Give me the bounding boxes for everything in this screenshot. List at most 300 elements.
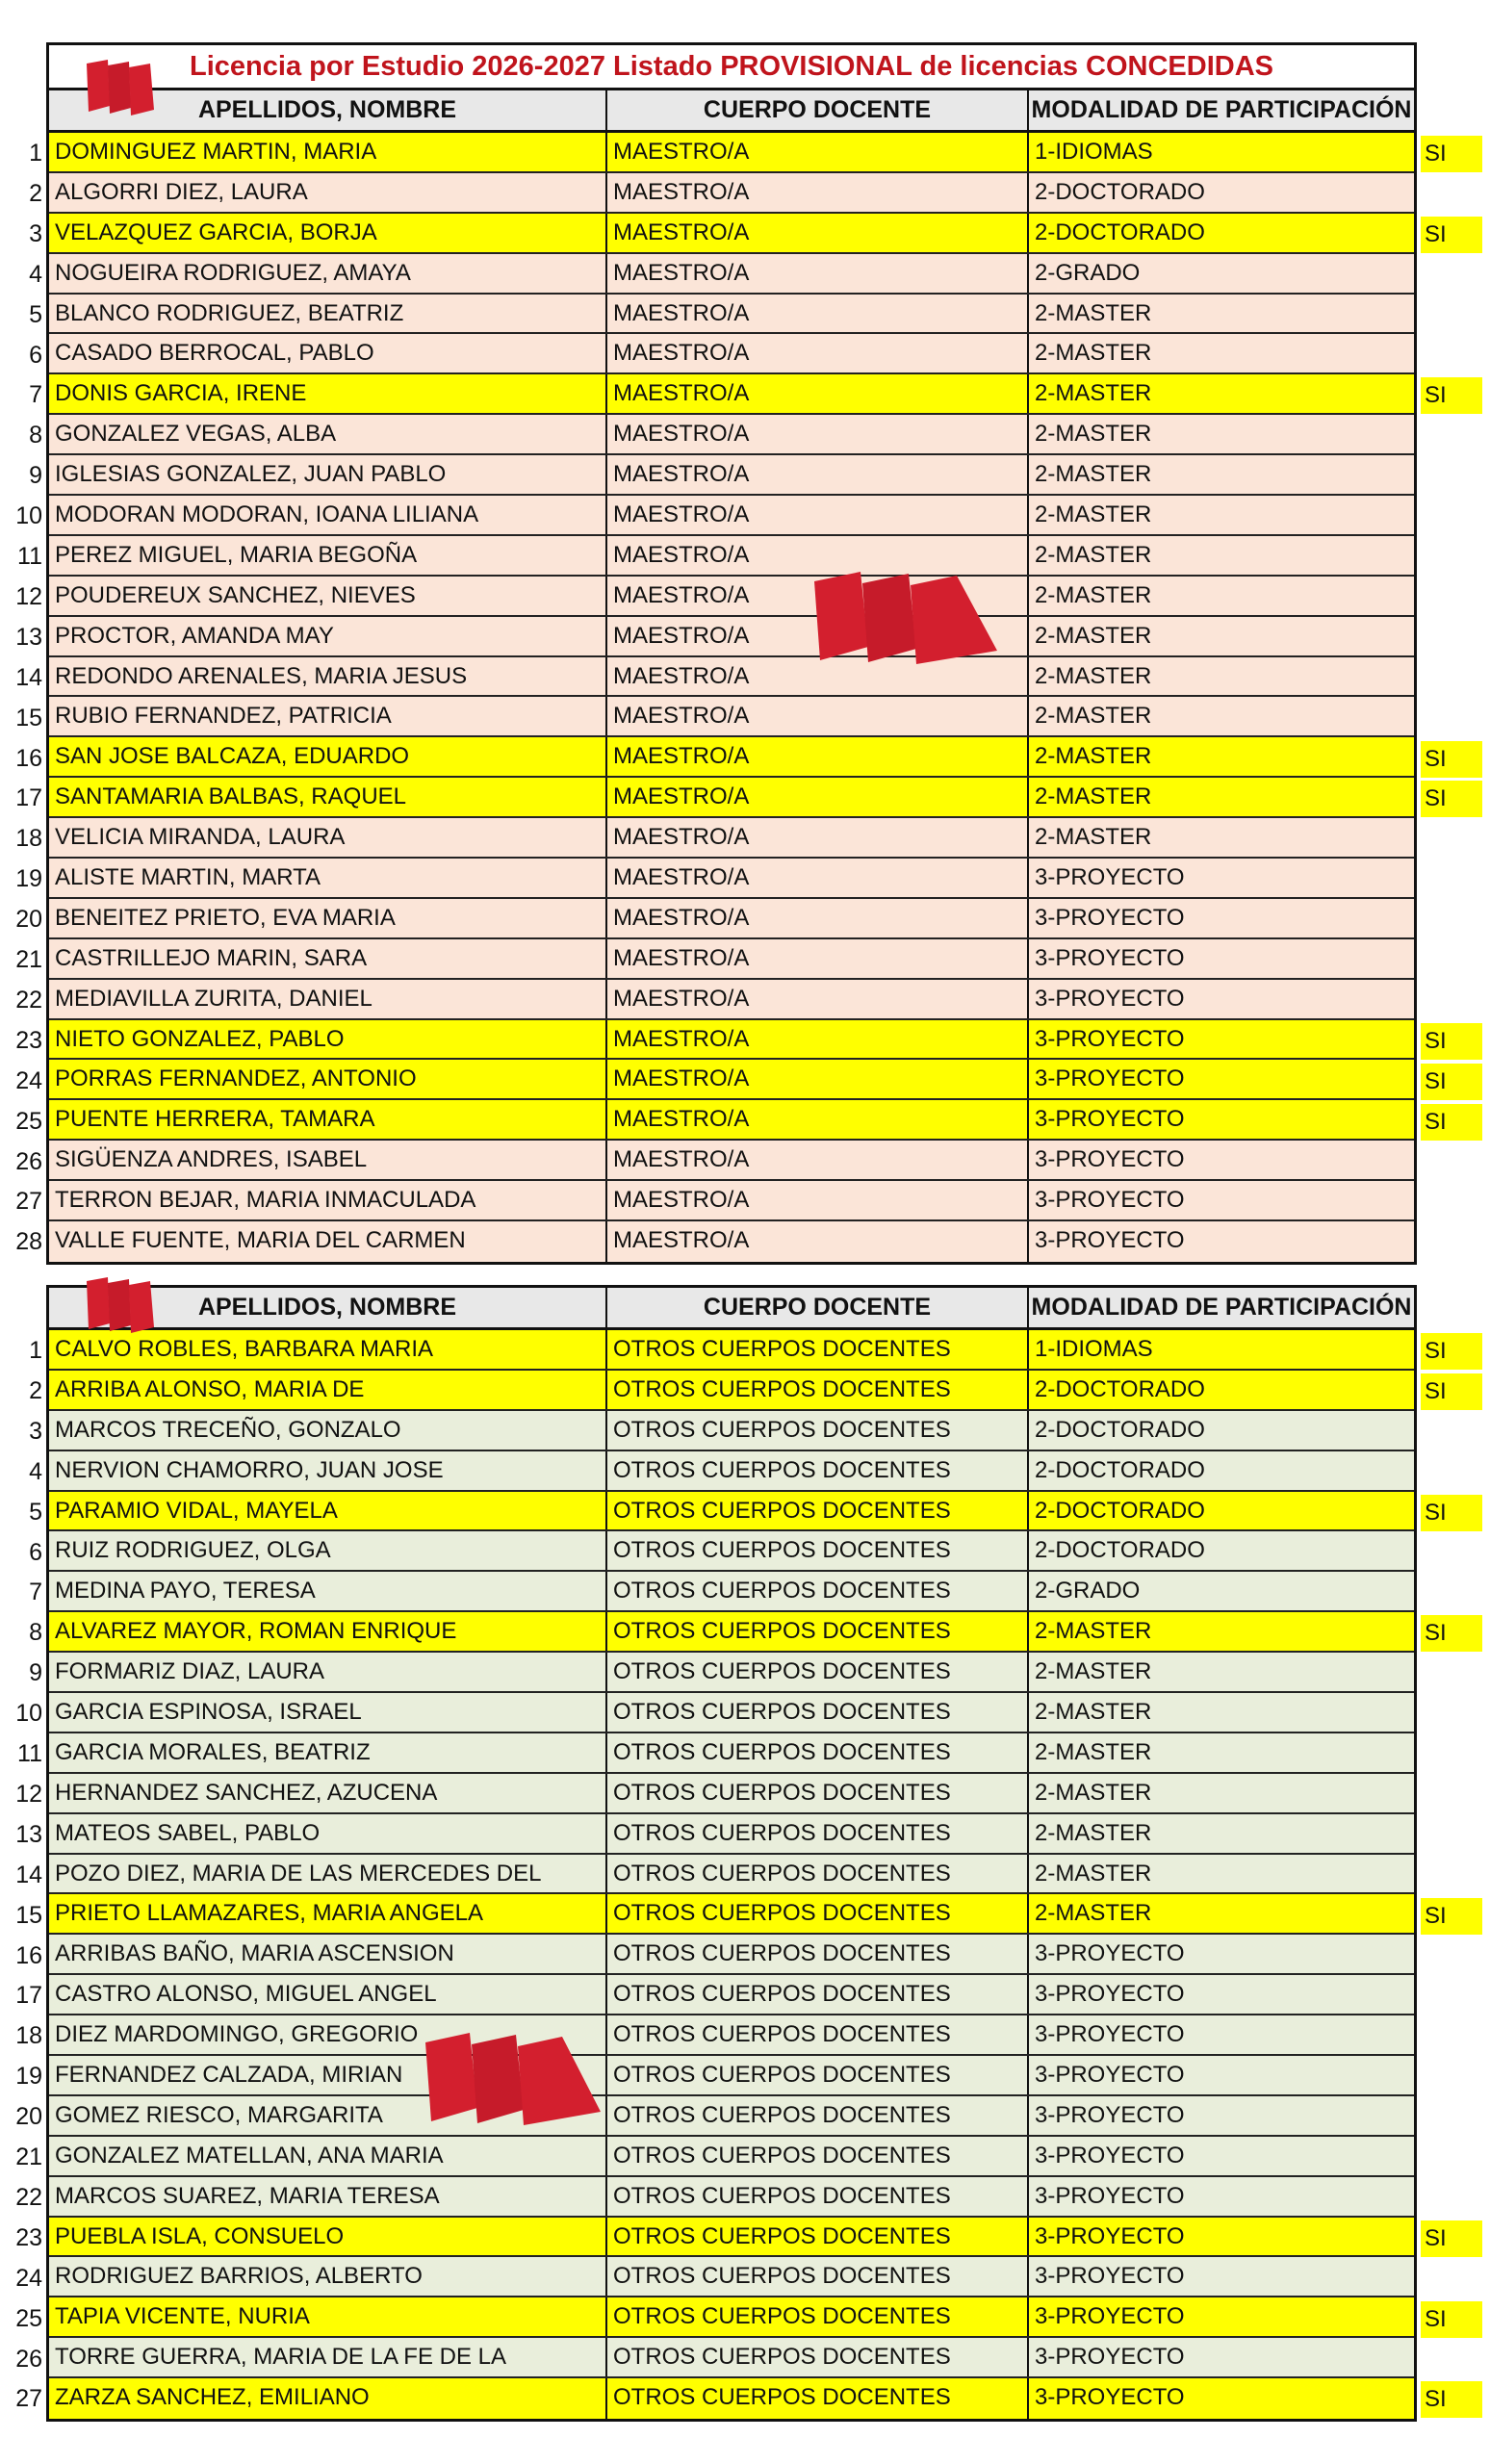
- modality-cell: 3-PROYECTO: [1035, 2384, 1185, 2411]
- body-cell: MAESTRO/A: [607, 133, 1029, 171]
- row-number: 8: [29, 422, 42, 449]
- row-number: 9: [29, 1659, 42, 1687]
- table-row: [49, 2015, 1414, 2056]
- si-mark: SI: [1421, 1023, 1482, 1060]
- modality-cell: 2-MASTER: [1035, 299, 1152, 326]
- row-number: 28: [15, 1228, 42, 1256]
- body-cell: OTROS CUERPOS DOCENTES: [607, 1894, 1029, 1933]
- name-cell: PROCTOR, AMANDA MAY: [49, 617, 607, 655]
- name-cell: NOGUEIRA RODRIGUEZ, AMAYA: [49, 254, 607, 293]
- table-row: [49, 980, 1414, 1020]
- flags-logo-icon: [812, 570, 1005, 668]
- modality-cell: 2-MASTER: [1035, 421, 1152, 448]
- table-row: [49, 1411, 1414, 1451]
- row-number: 8: [29, 1619, 42, 1647]
- modality-cell: 3-PROYECTO: [1035, 904, 1185, 931]
- table-row: [49, 1612, 1414, 1653]
- si-mark: SI: [1421, 217, 1482, 253]
- table-row: [49, 1451, 1414, 1492]
- modality-cell: 2-MASTER: [1035, 1738, 1152, 1765]
- row-number: 22: [15, 986, 42, 1014]
- body-cell: OTROS CUERPOS DOCENTES: [607, 1693, 1029, 1732]
- table-row: [49, 859, 1414, 899]
- body-cell: MAESTRO/A: [607, 254, 1029, 293]
- row-number: 1: [29, 1337, 42, 1364]
- modality-cell: 3-PROYECTO: [1035, 2303, 1185, 2330]
- row-number: 26: [15, 1147, 42, 1175]
- row-number: 23: [15, 1026, 42, 1054]
- row-number: 3: [29, 219, 42, 247]
- name-cell: RUBIO FERNANDEZ, PATRICIA: [49, 697, 607, 735]
- header-modality: MODALIDAD DE PARTICIPACIÓN: [1031, 1294, 1412, 1321]
- name-cell: SAN JOSE BALCAZA, EDUARDO: [49, 737, 607, 776]
- body-cell: MAESTRO/A: [607, 859, 1029, 897]
- si-mark: SI: [1421, 136, 1482, 172]
- name-cell: IGLESIAS GONZALEZ, JUAN PABLO: [49, 455, 607, 494]
- row-number: 13: [15, 1820, 42, 1848]
- row-number: 17: [15, 1982, 42, 2010]
- modality-cell: 2-MASTER: [1035, 783, 1152, 810]
- modality-cell: 2-MASTER: [1035, 1900, 1152, 1927]
- row-number: 12: [15, 1780, 42, 1808]
- body-cell: OTROS CUERPOS DOCENTES: [607, 2137, 1029, 2175]
- body-cell: MAESTRO/A: [607, 536, 1029, 575]
- modality-cell: 2-DOCTORADO: [1035, 218, 1205, 245]
- modality-cell: 3-PROYECTO: [1035, 1981, 1185, 2008]
- modality-cell: 2-MASTER: [1035, 1860, 1152, 1886]
- body-cell: MAESTRO/A: [607, 818, 1029, 857]
- name-cell: MATEOS SABEL, PABLO: [49, 1814, 607, 1853]
- body-cell: OTROS CUERPOS DOCENTES: [607, 2218, 1029, 2256]
- name-cell: CASADO BERROCAL, PABLO: [49, 334, 607, 372]
- body-cell: MAESTRO/A: [607, 1181, 1029, 1219]
- name-cell: REDONDO ARENALES, MARIA JESUS: [49, 657, 607, 696]
- body-cell: OTROS CUERPOS DOCENTES: [607, 1371, 1029, 1409]
- name-cell: SANTAMARIA BALBAS, RAQUEL: [49, 778, 607, 816]
- body-cell: MAESTRO/A: [607, 617, 1029, 655]
- otros-rows: [49, 1330, 1414, 2419]
- otros-table: [46, 1285, 1417, 2422]
- modality-cell: 2-DOCTORADO: [1035, 1456, 1205, 1483]
- name-cell: ALISTE MARTIN, MARTA: [49, 859, 607, 897]
- name-cell: DOMINGUEZ MARTIN, MARIA: [49, 133, 607, 171]
- row-number: 4: [29, 1457, 42, 1485]
- table-row: [49, 1935, 1414, 1975]
- table-row: [49, 2297, 1414, 2338]
- table-row: [49, 2257, 1414, 2297]
- body-cell: MAESTRO/A: [607, 939, 1029, 978]
- name-cell: POZO DIEZ, MARIA DE LAS MERCEDES DEL: [49, 1855, 607, 1893]
- table-row: [49, 1100, 1414, 1141]
- name-cell: ARRIBAS BAÑO, MARIA ASCENSION: [49, 1935, 607, 1973]
- row-number: 11: [17, 543, 42, 570]
- table-row: [49, 496, 1414, 536]
- modality-cell: 2-MASTER: [1035, 1819, 1152, 1846]
- body-cell: MAESTRO/A: [607, 455, 1029, 494]
- body-cell: OTROS CUERPOS DOCENTES: [607, 1612, 1029, 1651]
- body-cell: MAESTRO/A: [607, 657, 1029, 696]
- modality-cell: 3-PROYECTO: [1035, 2062, 1185, 2089]
- modality-cell: 2-MASTER: [1035, 1618, 1152, 1645]
- body-cell: OTROS CUERPOS DOCENTES: [607, 2096, 1029, 2135]
- table-row: [49, 657, 1414, 698]
- table-row: [49, 1330, 1414, 1371]
- body-cell: OTROS CUERPOS DOCENTES: [607, 2297, 1029, 2336]
- name-cell: MARCOS SUAREZ, MARIA TERESA: [49, 2177, 607, 2216]
- table-row: [49, 1020, 1414, 1061]
- modality-cell: 2-MASTER: [1035, 581, 1152, 608]
- body-cell: MAESTRO/A: [607, 214, 1029, 252]
- name-cell: MEDIAVILLA ZURITA, DANIEL: [49, 980, 607, 1018]
- modality-cell: 3-PROYECTO: [1035, 2182, 1185, 2209]
- modality-cell: 3-PROYECTO: [1035, 2263, 1185, 2290]
- header-body: CUERPO DOCENTE: [607, 90, 1029, 130]
- table-row: [49, 1221, 1414, 1262]
- maestros-rows: [49, 133, 1414, 1262]
- si-mark: SI: [1421, 1495, 1482, 1531]
- row-number: 14: [15, 1861, 42, 1888]
- table-row: [49, 2218, 1414, 2258]
- row-number: 22: [15, 2183, 42, 2211]
- modality-cell: 2-DOCTORADO: [1035, 1537, 1205, 1564]
- header-name: APELLIDOS, NOMBRE: [49, 90, 607, 130]
- row-number: 18: [15, 825, 42, 853]
- name-cell: PARAMIO VIDAL, MAYELA: [49, 1492, 607, 1530]
- modality-cell: 2-MASTER: [1035, 743, 1152, 770]
- modality-cell: 2-MASTER: [1035, 703, 1152, 730]
- modality-cell: 3-PROYECTO: [1035, 864, 1185, 891]
- row-number: 17: [15, 784, 42, 812]
- row-number: 13: [15, 623, 42, 651]
- table-row: [49, 818, 1414, 859]
- name-cell: RODRIGUEZ BARRIOS, ALBERTO: [49, 2257, 607, 2296]
- body-cell: MAESTRO/A: [607, 496, 1029, 534]
- table-row: [49, 1814, 1414, 1855]
- row-number: 27: [15, 2385, 42, 2413]
- body-cell: OTROS CUERPOS DOCENTES: [607, 1531, 1029, 1570]
- table-row: [49, 1492, 1414, 1532]
- name-cell: RUIZ RODRIGUEZ, OLGA: [49, 1531, 607, 1570]
- table-row: [49, 536, 1414, 577]
- modality-cell: 2-DOCTORADO: [1035, 1416, 1205, 1443]
- body-cell: OTROS CUERPOS DOCENTES: [607, 1411, 1029, 1450]
- modality-cell: 3-PROYECTO: [1035, 1187, 1185, 1214]
- modality-cell: 2-DOCTORADO: [1035, 1497, 1205, 1524]
- si-mark: SI: [1421, 2220, 1482, 2257]
- name-cell: MODORAN MODORAN, IOANA LILIANA: [49, 496, 607, 534]
- si-mark: SI: [1421, 741, 1482, 778]
- body-cell: OTROS CUERPOS DOCENTES: [607, 1492, 1029, 1530]
- body-cell: MAESTRO/A: [607, 1060, 1029, 1098]
- name-cell: NIETO GONZALEZ, PABLO: [49, 1020, 607, 1059]
- body-cell: MAESTRO/A: [607, 737, 1029, 776]
- name-cell: BLANCO RODRIGUEZ, BEATRIZ: [49, 295, 607, 333]
- modality-cell: 2-MASTER: [1035, 1779, 1152, 1806]
- modality-cell: 3-PROYECTO: [1035, 1106, 1185, 1133]
- name-cell: GONZALEZ MATELLAN, ANA MARIA: [49, 2137, 607, 2175]
- modality-cell: 2-MASTER: [1035, 622, 1152, 649]
- si-mark: SI: [1421, 1898, 1482, 1935]
- body-cell: MAESTRO/A: [607, 1020, 1029, 1059]
- table-row: [49, 173, 1414, 214]
- modality-cell: 3-PROYECTO: [1035, 1227, 1185, 1254]
- table-row: [49, 2137, 1414, 2177]
- modality-cell: 2-DOCTORADO: [1035, 1375, 1205, 1402]
- name-cell: POUDEREUX SANCHEZ, NIEVES: [49, 577, 607, 615]
- body-cell: OTROS CUERPOS DOCENTES: [607, 1451, 1029, 1490]
- modality-cell: 3-PROYECTO: [1035, 2344, 1185, 2371]
- table-row: [49, 617, 1414, 657]
- name-cell: GONZALEZ VEGAS, ALBA: [49, 415, 607, 453]
- modality-cell: 1-IDIOMAS: [1035, 139, 1153, 165]
- si-mark: SI: [1421, 1064, 1482, 1100]
- flags-logo-icon: [85, 58, 156, 117]
- table-row: [49, 1693, 1414, 1733]
- row-number: 7: [29, 381, 42, 409]
- row-number: 11: [17, 1740, 42, 1767]
- row-number: 2: [29, 1376, 42, 1404]
- name-cell: VALLE FUENTE, MARIA DEL CARMEN: [49, 1221, 607, 1262]
- name-cell: BENEITEZ PRIETO, EVA MARIA: [49, 899, 607, 937]
- table-row: [49, 133, 1414, 173]
- modality-cell: 2-MASTER: [1035, 662, 1152, 689]
- row-number: 12: [15, 582, 42, 610]
- name-cell: GARCIA MORALES, BEATRIZ: [49, 1733, 607, 1772]
- row-number: 18: [15, 2022, 42, 2050]
- table-row: [49, 2378, 1414, 2419]
- table-row: [49, 737, 1414, 778]
- modality-cell: 2-MASTER: [1035, 541, 1152, 568]
- table-row: [49, 899, 1414, 939]
- name-cell: PUENTE HERRERA, TAMARA: [49, 1100, 607, 1139]
- table-row: [49, 295, 1414, 335]
- body-cell: OTROS CUERPOS DOCENTES: [607, 2015, 1029, 2054]
- body-cell: OTROS CUERPOS DOCENTES: [607, 1572, 1029, 1610]
- row-number: 6: [29, 341, 42, 369]
- page-title: Licencia por Estudio 2026-2027 Listado PROVISIONAL de licencias CONCEDIDAS: [46, 42, 1417, 90]
- table-row: [49, 1855, 1414, 1895]
- body-cell: MAESTRO/A: [607, 415, 1029, 453]
- modality-cell: 3-PROYECTO: [1035, 2101, 1185, 2128]
- name-cell: FORMARIZ DIAZ, LAURA: [49, 1653, 607, 1691]
- row-number: 20: [15, 2103, 42, 2131]
- body-cell: OTROS CUERPOS DOCENTES: [607, 1653, 1029, 1691]
- table-row: [49, 1894, 1414, 1935]
- body-cell: MAESTRO/A: [607, 173, 1029, 212]
- row-number: 24: [15, 2264, 42, 2292]
- name-cell: HERNANDEZ SANCHEZ, AZUCENA: [49, 1774, 607, 1812]
- si-mark: SI: [1421, 377, 1482, 414]
- table-row: [49, 1733, 1414, 1774]
- modality-cell: 2-MASTER: [1035, 461, 1152, 488]
- body-cell: OTROS CUERPOS DOCENTES: [607, 1935, 1029, 1973]
- modality-cell: 3-PROYECTO: [1035, 1065, 1185, 1092]
- name-cell: FERNANDEZ CALZADA, MIRIAN: [49, 2056, 607, 2094]
- name-cell: TERRON BEJAR, MARIA INMACULADA: [49, 1181, 607, 1219]
- row-number: 19: [15, 2063, 42, 2091]
- body-cell: MAESTRO/A: [607, 980, 1029, 1018]
- row-number: 5: [29, 300, 42, 328]
- body-cell: MAESTRO/A: [607, 1141, 1029, 1179]
- body-cell: OTROS CUERPOS DOCENTES: [607, 2056, 1029, 2094]
- row-number: 10: [15, 1700, 42, 1728]
- table-row: [49, 1653, 1414, 1693]
- modality-cell: 2-MASTER: [1035, 340, 1152, 367]
- name-cell: DONIS GARCIA, IRENE: [49, 374, 607, 413]
- name-cell: TAPIA VICENTE, NURIA: [49, 2297, 607, 2336]
- modality-cell: 2-GRADO: [1035, 259, 1141, 286]
- name-cell: PORRAS FERNANDEZ, ANTONIO: [49, 1060, 607, 1098]
- name-cell: PRIETO LLAMAZARES, MARIA ANGELA: [49, 1894, 607, 1933]
- si-mark: SI: [1421, 1373, 1482, 1410]
- row-number: 21: [15, 2143, 42, 2170]
- name-cell: ARRIBA ALONSO, MARIA DE: [49, 1371, 607, 1409]
- table-row: [49, 214, 1414, 254]
- table-row: [49, 577, 1414, 617]
- modality-cell: 3-PROYECTO: [1035, 1940, 1185, 1967]
- row-number: 20: [15, 906, 42, 934]
- row-number: 15: [15, 1901, 42, 1929]
- table-row: [49, 1141, 1414, 1181]
- row-number: 25: [15, 2304, 42, 2332]
- table-row: [49, 778, 1414, 818]
- row-number: 5: [29, 1498, 42, 1526]
- name-cell: VELAZQUEZ GARCIA, BORJA: [49, 214, 607, 252]
- modality-cell: 3-PROYECTO: [1035, 985, 1185, 1012]
- maestros-table: [46, 90, 1417, 1265]
- row-number: 1: [29, 140, 42, 167]
- body-cell: MAESTRO/A: [607, 334, 1029, 372]
- flags-logo-icon: [424, 2031, 606, 2129]
- body-cell: MAESTRO/A: [607, 374, 1029, 413]
- name-cell: SIGÜENZA ANDRES, ISABEL: [49, 1141, 607, 1179]
- body-cell: OTROS CUERPOS DOCENTES: [607, 2177, 1029, 2216]
- table-row: [49, 1774, 1414, 1814]
- body-cell: MAESTRO/A: [607, 577, 1029, 615]
- body-cell: OTROS CUERPOS DOCENTES: [607, 2378, 1029, 2419]
- modality-cell: 3-PROYECTO: [1035, 944, 1185, 971]
- name-cell: TORRE GUERRA, MARIA DE LA FE DE LA: [49, 2338, 607, 2376]
- table-row: [49, 455, 1414, 496]
- row-number: 3: [29, 1417, 42, 1445]
- table-row: [49, 1371, 1414, 1411]
- table-row: [49, 1975, 1414, 2015]
- modality-cell: 3-PROYECTO: [1035, 1025, 1185, 1052]
- si-mark: SI: [1421, 1104, 1482, 1141]
- si-mark: SI: [1421, 781, 1482, 817]
- table-row: [49, 697, 1414, 737]
- name-cell: MEDINA PAYO, TERESA: [49, 1572, 607, 1610]
- table-header: [49, 90, 1414, 133]
- body-cell: MAESTRO/A: [607, 1221, 1029, 1262]
- table-header: [49, 1288, 1414, 1330]
- row-number: 4: [29, 260, 42, 288]
- modality-cell: 3-PROYECTO: [1035, 2021, 1185, 2048]
- body-cell: MAESTRO/A: [607, 295, 1029, 333]
- modality-cell: 3-PROYECTO: [1035, 2142, 1185, 2169]
- name-cell: CASTRO ALONSO, MIGUEL ANGEL: [49, 1975, 607, 2014]
- row-number: 21: [15, 946, 42, 973]
- table-row: [49, 939, 1414, 980]
- table-row: [49, 2177, 1414, 2218]
- name-cell: PUEBLA ISLA, CONSUELO: [49, 2218, 607, 2256]
- modality-cell: 2-GRADO: [1035, 1578, 1141, 1604]
- body-cell: MAESTRO/A: [607, 778, 1029, 816]
- modality-cell: 3-PROYECTO: [1035, 2222, 1185, 2249]
- modality-cell: 2-DOCTORADO: [1035, 178, 1205, 205]
- row-number: 23: [15, 2223, 42, 2251]
- modality-cell: 2-MASTER: [1035, 380, 1152, 407]
- row-number: 15: [15, 704, 42, 732]
- si-mark: SI: [1421, 2381, 1482, 2418]
- name-cell: NERVION CHAMORRO, JUAN JOSE: [49, 1451, 607, 1490]
- name-cell: CALVO ROBLES, BARBARA MARIA: [49, 1330, 607, 1369]
- body-cell: MAESTRO/A: [607, 1100, 1029, 1139]
- row-number: 25: [15, 1107, 42, 1135]
- row-number: 7: [29, 1578, 42, 1606]
- modality-cell: 2-MASTER: [1035, 1699, 1152, 1726]
- header-body: CUERPO DOCENTE: [607, 1288, 1029, 1327]
- name-cell: ZARZA SANCHEZ, EMILIANO: [49, 2378, 607, 2419]
- modality-cell: 2-MASTER: [1035, 824, 1152, 851]
- modality-cell: 3-PROYECTO: [1035, 1146, 1185, 1173]
- name-cell: DIEZ MARDOMINGO, GREGORIO: [49, 2015, 607, 2054]
- name-cell: GOMEZ RIESCO, MARGARITA: [49, 2096, 607, 2135]
- row-number: 9: [29, 462, 42, 490]
- body-cell: OTROS CUERPOS DOCENTES: [607, 1814, 1029, 1853]
- modality-cell: 2-MASTER: [1035, 1658, 1152, 1685]
- body-cell: MAESTRO/A: [607, 697, 1029, 735]
- table-row: [49, 334, 1414, 374]
- table-row: [49, 254, 1414, 295]
- name-cell: PEREZ MIGUEL, MARIA BEGOÑA: [49, 536, 607, 575]
- name-cell: ALGORRI DIEZ, LAURA: [49, 173, 607, 212]
- row-number: 14: [15, 663, 42, 691]
- body-cell: OTROS CUERPOS DOCENTES: [607, 1330, 1029, 1369]
- row-number: 6: [29, 1538, 42, 1566]
- table-row: [49, 2338, 1414, 2378]
- table-row: [49, 1572, 1414, 1612]
- body-cell: OTROS CUERPOS DOCENTES: [607, 1733, 1029, 1772]
- body-cell: MAESTRO/A: [607, 899, 1029, 937]
- row-number: 24: [15, 1066, 42, 1094]
- flags-logo-icon: [85, 1275, 156, 1335]
- name-cell: ALVAREZ MAYOR, ROMAN ENRIQUE: [49, 1612, 607, 1651]
- table-row: [49, 2096, 1414, 2137]
- si-mark: SI: [1421, 1615, 1482, 1652]
- row-number: 2: [29, 179, 42, 207]
- modality-cell: 1-IDIOMAS: [1035, 1336, 1153, 1362]
- name-cell: MARCOS TRECEÑO, GONZALO: [49, 1411, 607, 1450]
- name-cell: VELICIA MIRANDA, LAURA: [49, 818, 607, 857]
- si-mark: SI: [1421, 2301, 1482, 2338]
- table-row: [49, 1531, 1414, 1572]
- body-cell: OTROS CUERPOS DOCENTES: [607, 1975, 1029, 2014]
- body-cell: OTROS CUERPOS DOCENTES: [607, 2257, 1029, 2296]
- body-cell: OTROS CUERPOS DOCENTES: [607, 1855, 1029, 1893]
- table-row: [49, 2056, 1414, 2096]
- row-number: 16: [15, 1941, 42, 1969]
- table-row: [49, 374, 1414, 415]
- body-cell: OTROS CUERPOS DOCENTES: [607, 1774, 1029, 1812]
- table-row: [49, 1060, 1414, 1100]
- row-number: 26: [15, 2345, 42, 2373]
- table-row: [49, 1181, 1414, 1221]
- header-modality: MODALIDAD DE PARTICIPACIÓN: [1031, 96, 1412, 123]
- row-number: 10: [15, 502, 42, 530]
- row-number: 16: [15, 744, 42, 772]
- header-name: APELLIDOS, NOMBRE: [49, 1288, 607, 1327]
